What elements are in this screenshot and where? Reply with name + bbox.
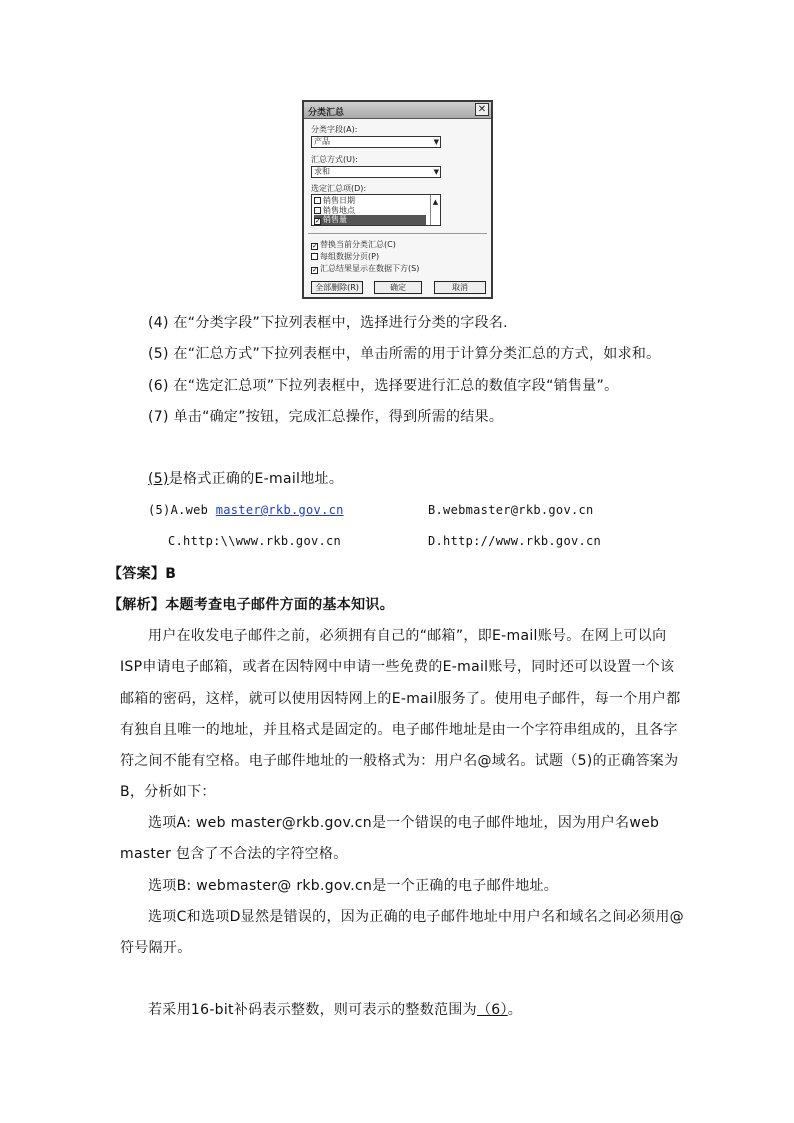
checkbox-checked-icon[interactable]: ✓	[312, 242, 318, 250]
list-item-label: 销售地点	[323, 206, 355, 215]
checkbox-icon[interactable]	[314, 197, 321, 204]
remove-all-button[interactable]: 全部删除(R)	[311, 281, 363, 294]
list-scrollbar[interactable]	[430, 195, 440, 225]
step-7: (7) 单击“确定”按钮，完成汇总操作，得到所需的结果。	[148, 409, 504, 425]
option-a-prefix: (5)A.web	[148, 503, 216, 517]
chevron-down-icon: ▼	[433, 168, 439, 176]
step-4: (4) 在“分类字段”下拉列表框中，选择进行分类的字段名.	[148, 315, 508, 331]
function-value: 求和	[314, 167, 330, 176]
option-a-analysis: 选项A: web master@rkb.gov.cn是一个错误的电子邮件地址，因为用户名web	[148, 815, 660, 831]
list-item-label: 销售量	[323, 215, 347, 224]
step-5: (5) 在“汇总方式”下拉列表框中，单击所需的用于计算分类汇总的方式，如求和。	[148, 346, 661, 362]
option-a-link[interactable]: master@rkb.gov.cn	[215, 503, 344, 517]
dialog-titlebar	[304, 102, 491, 119]
divider	[308, 233, 487, 234]
question-text: 是格式正确的E-mail地址。	[168, 471, 344, 487]
option-cd-analysis: 选项C和选项D显然是错误的，因为正确的电子邮件地址中用户名和域名之间必须用@	[148, 909, 684, 925]
paragraph-line: B，分析如下：	[120, 784, 216, 800]
dialog-title: 分类汇总	[308, 108, 345, 118]
option-a	[148, 503, 344, 517]
list-item-label: 销售日期	[323, 196, 355, 205]
option-c: C.http:\\www.rkb.gov.cn	[168, 534, 342, 548]
group-field-select[interactable]	[311, 136, 441, 148]
next-question	[148, 999, 522, 1019]
option-label: 每组数据分页(P)	[320, 252, 380, 261]
function-select[interactable]	[311, 166, 441, 178]
paragraph-line: 邮箱的密码，这样，就可以使用因特网上的E-mail服务了。使用电子邮件，每一个用户都	[120, 691, 681, 707]
subtotal-dialog	[302, 100, 493, 299]
option-cd-analysis-cont: 符号隔开。	[120, 940, 192, 956]
cancel-button[interactable]: 取消	[434, 281, 486, 294]
close-icon[interactable]: ✕	[475, 103, 489, 116]
replace-subtotal-checkbox[interactable]	[311, 239, 396, 250]
ok-button[interactable]: 确定	[374, 281, 422, 294]
question-blank: (5)	[148, 471, 169, 487]
option-label: 汇总结果显示在数据下方(S)	[320, 264, 420, 273]
paragraph-line: 用户在收发电子邮件之前，必须拥有自己的“邮箱”，即E-mail账号。在网上可以向	[148, 628, 667, 644]
function-label: 汇总方式(U):	[311, 155, 358, 164]
list-item[interactable]	[314, 215, 426, 225]
chevron-down-icon: ▼	[433, 138, 439, 146]
list-item[interactable]	[314, 196, 426, 206]
option-label: 替换当前分类汇总(C)	[320, 240, 396, 249]
checkbox-checked-icon[interactable]: ✓	[315, 217, 321, 225]
option-a-analysis-cont: master 包含了不合法的字符空格。	[120, 846, 348, 862]
step-6: (6) 在“选定汇总项”下拉列表框中，选择要进行汇总的数值字段“销售量”。	[148, 378, 619, 394]
group-field-value: 产品	[314, 137, 330, 146]
subtotal-items-list[interactable]	[311, 194, 441, 226]
next-question-end: 。	[507, 1002, 523, 1018]
option-b-analysis: 选项B: webmaster@ rkb.gov.cn是一个正确的电子邮件地址。	[148, 878, 559, 894]
checkbox-icon[interactable]	[314, 207, 321, 214]
answer-label: 【答案】B	[108, 566, 177, 582]
question-stem	[148, 468, 343, 488]
group-field-label: 分类字段(A):	[311, 125, 358, 134]
checkbox-checked-icon[interactable]: ✓	[312, 266, 318, 274]
option-d: D.http://www.rkb.gov.cn	[428, 534, 602, 548]
option-b: B.webmaster@rkb.gov.cn	[428, 503, 594, 517]
page-break-checkbox[interactable]	[311, 251, 379, 262]
checkbox-icon[interactable]	[311, 253, 318, 260]
paragraph-line: 符之间不能有空格。电子邮件地址的一般格式为：用户名@域名。试题（5)的正确答案为	[120, 753, 679, 769]
next-question-text: 若采用16-bit补码表示整数，则可表示的整数范围为	[148, 1002, 477, 1018]
analysis-label: 【解析】本题考查电子邮件方面的基本知识。	[108, 597, 394, 613]
subtotal-items-label: 选定汇总项(D):	[311, 184, 367, 193]
paragraph-line: ISP申请电子邮箱，或者在因特网中申请一些免费的E-mail账号，同时还可以设置一个该	[120, 659, 675, 675]
next-question-blank: （6）	[476, 1002, 508, 1018]
summary-below-checkbox[interactable]	[311, 263, 419, 274]
paragraph-line: 有独自且唯一的地址，并且格式是固定的。电子邮件地址是由一个字符串组成的，且各字	[120, 722, 678, 738]
scroll-up-icon[interactable]: ▲	[432, 198, 439, 206]
